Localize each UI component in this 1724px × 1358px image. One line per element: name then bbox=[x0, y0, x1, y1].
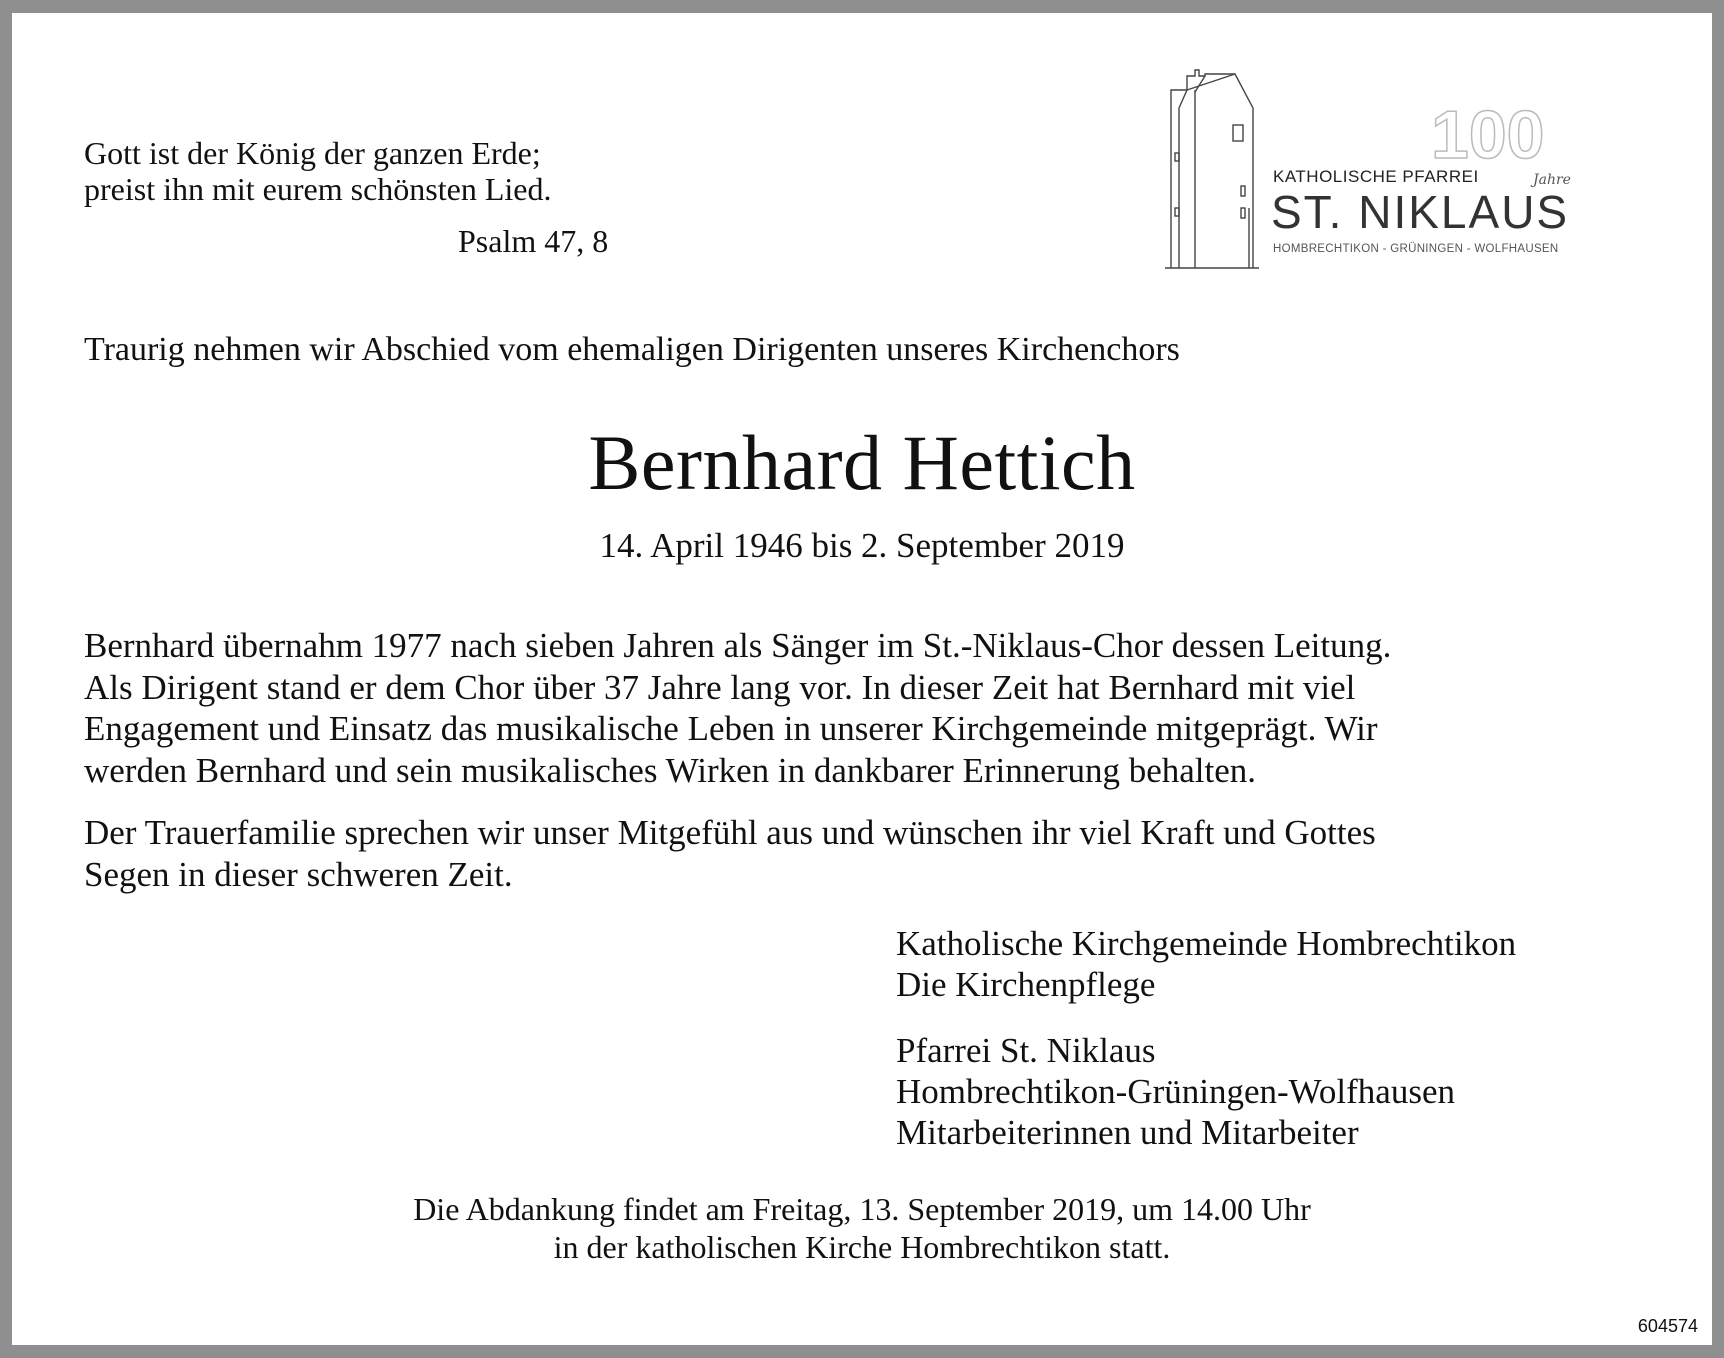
signature-church-council bbox=[896, 923, 1516, 1005]
verse-line-1: Gott ist der König der ganzen Erde; bbox=[84, 135, 541, 171]
deceased-name: Bernhard Hettich bbox=[588, 419, 1136, 506]
condolence-paragraph bbox=[84, 812, 1644, 895]
logo-name: ST. NIKLAUS bbox=[1271, 186, 1570, 238]
funeral-service-notice bbox=[0, 1190, 1724, 1266]
condolence-line: Der Trauerfamilie sprechen wir unser Mitgefühl aus und wünschen ihr viel Kraft und Gottes bbox=[84, 813, 1376, 852]
ad-code: 604574 bbox=[1637, 1316, 1698, 1336]
tribute-line: Bernhard übernahm 1977 nach sieben Jahren als Sänger im St.-Niklaus-Chor dessen Leitung. bbox=[84, 626, 1392, 665]
signature-line: Hombrechtikon-Grüningen-Wolfhausen bbox=[896, 1072, 1455, 1111]
logo-places: HOMBRECHTIKON - GRÜNINGEN - WOLFHAUSEN bbox=[1273, 243, 1559, 255]
verse-source: Psalm 47, 8 bbox=[458, 223, 609, 259]
tribute-line: Als Dirigent stand er dem Chor über 37 Jahre lang vor. In dieser Zeit hat Bernhard mit viel bbox=[84, 667, 1356, 707]
logo-jahre: Jahre bbox=[1533, 172, 1571, 188]
intro-line: Traurig nehmen wir Abschied vom ehemaligen Dirigenten unseres Kirchenchors bbox=[84, 331, 1180, 368]
logo-parish-label: KATHOLISCHE PFARREI bbox=[1273, 167, 1479, 186]
bible-verse bbox=[84, 135, 551, 207]
parish-logo bbox=[1165, 68, 1625, 282]
deceased-dates: 14. April 1946 bis 2. September 2019 bbox=[599, 526, 1125, 565]
signature-line: Die Kirchenpflege bbox=[896, 965, 1156, 1004]
church-tower-icon bbox=[1165, 70, 1259, 268]
signature-line: Katholische Kirchgemeinde Hombrechtikon bbox=[896, 924, 1517, 963]
verse-line-2: preist ihn mit eurem schönsten Lied. bbox=[84, 171, 552, 207]
condolence-line: Segen in dieser schweren Zeit. bbox=[84, 854, 513, 894]
signature-parish bbox=[896, 1030, 1455, 1153]
logo-number: 100 bbox=[1431, 97, 1545, 173]
service-line-1: Die Abdankung findet am Freitag, 13. September 2019, um 14.00 Uhr bbox=[413, 1191, 1311, 1227]
signature-line: Pfarrei St. Niklaus bbox=[896, 1031, 1156, 1070]
tribute-line: werden Bernhard und sein musikalisches Wirken in dankbarer Erinnerung behalten. bbox=[84, 750, 1257, 790]
tribute-paragraph bbox=[84, 625, 1644, 791]
tribute-line: Engagement und Einsatz das musikalische Leben in unserer Kirchgemeinde mitgeprägt. Wir bbox=[84, 709, 1378, 748]
service-line-2: in der katholischen Kirche Hombrechtikon statt. bbox=[553, 1229, 1171, 1265]
signature-line: Mitarbeiterinnen und Mitarbeiter bbox=[896, 1113, 1359, 1152]
